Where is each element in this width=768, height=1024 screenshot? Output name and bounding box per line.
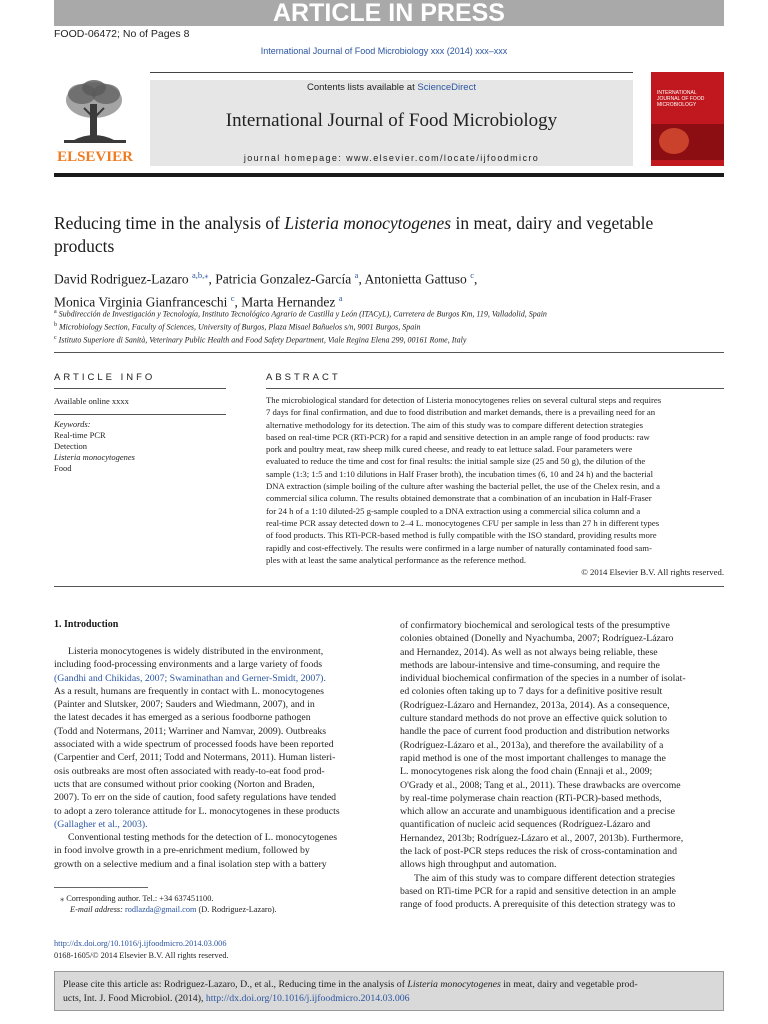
elsevier-tree-icon xyxy=(54,78,136,148)
body-line: handle the pace of current food production and distribution networks xyxy=(400,726,670,738)
affiliation-text: Subdirección de Investigación y Tecnología, Instituto Tecnológico Agrario de Castilla y León (ITACyL), Carretera de Burgos Km, 119, Valladolid, Spain xyxy=(58,309,547,319)
email-link[interactable]: rodlazda@gmail.com xyxy=(125,905,197,914)
cite-prefix: Please cite this article as: Rodriguez-Lazaro, D., et al., Reducing time in the analysis of xyxy=(63,979,408,990)
affiliation-text: Istituto Superiore di Sanità, Veterinary Public Health and Food Safety Department, Viale Regina Elena 299, 00161 Rome, Italy xyxy=(58,335,467,345)
body-line: and Hernandez, 2014). As well as not always being reliable, these xyxy=(400,646,658,658)
issn-line: 0168-1605/© 2014 Elsevier B.V. All rights reserved. xyxy=(54,950,229,960)
abstract-rule xyxy=(266,388,724,389)
keyword: Detection xyxy=(54,441,88,451)
cover-graphic xyxy=(659,128,689,154)
body-line: associated with a wide spectrum of processed foods have been reported xyxy=(54,739,334,751)
title-species: Listeria monocytogenes xyxy=(284,213,452,233)
journal-title: International Journal of Food Microbiology xyxy=(225,110,558,131)
body-line: Conventional testing methods for the detection of L. monocytogenes xyxy=(68,832,338,844)
cite-this-article-box xyxy=(54,971,724,1011)
doi-link[interactable]: http://dx.doi.org/10.1016/j.ijfoodmicro.2014.03.006 xyxy=(54,939,227,948)
body-line: rapid method is one of the most important challenges to manage the xyxy=(400,752,666,764)
author-affil-sup[interactable]: a xyxy=(354,270,359,280)
abstract-text xyxy=(266,394,724,566)
copyright-notice: © 2014 Elsevier B.V. All rights reserved. xyxy=(581,567,724,577)
body-line: L. monocytogenes risk along the food chain (Ennaji et al., 2009; xyxy=(400,766,653,778)
journal-header-box xyxy=(150,80,633,166)
abstract-line: for 24 h of a 1:10 diluted-25 g-sample coupled to a DNA extraction using a commercial silica column and a xyxy=(266,505,641,516)
body-line: the latest decades it has emerged as a serious foodborne pathogen xyxy=(54,712,311,724)
keyword: Food xyxy=(54,463,72,473)
journal-cover-thumbnail[interactable] xyxy=(651,72,724,166)
affiliation-item xyxy=(54,333,714,346)
cover-title: INTERNATIONAL JOURNAL OF FOOD MICROBIOLOGY xyxy=(657,90,705,108)
journal-citation-link[interactable]: International Journal of Food Microbiology xxx (2014) xxx–xxx xyxy=(260,46,508,56)
abstract-line: DNA extraction (simple boiling of the culture after washing the bacterial pellet, the use of the Chelex resin, and a xyxy=(266,481,660,492)
body-line: growth on a selective medium and a final isolation step with a battery xyxy=(54,858,327,870)
cite-species: Listeria monocytogenes xyxy=(407,979,501,990)
body-column-right xyxy=(400,619,724,912)
abstract-line: real-time PCR assay detected down to 2–4 L. monocytogenes CFU per sample in less than 27 h in different types xyxy=(266,517,660,528)
cite-line-2 xyxy=(63,992,715,1006)
author-sep: , xyxy=(208,271,216,287)
body-line: colonies obtained (Donelly and Nyachumba, 2007; Rodríguez-Lázaro xyxy=(400,633,674,645)
body-line-citation[interactable]: (Gallagher et al., 2003). xyxy=(54,818,148,830)
affiliations xyxy=(54,307,714,346)
body-line: which allow an accurate and unambiguous identification and a precise xyxy=(400,806,676,818)
author-name: Marta Hernandez xyxy=(241,294,336,309)
journal-homepage[interactable]: journal homepage: www.elsevier.com/locate/ijfoodmicro xyxy=(243,153,540,163)
elsevier-wordmark: ELSEVIER xyxy=(57,149,133,165)
body-line: range of food products. A prerequisite of this detection strategy was to xyxy=(400,899,676,911)
contents-available-line xyxy=(150,82,633,93)
body-line-citation[interactable]: (Gandhi and Chikidas, 2007; Swaminathan and Gerner-Smidt, 2007). xyxy=(54,672,326,684)
body-line: 2007). To err on the side of caution, food safety regulations have tended xyxy=(54,792,337,804)
body-line: allows high throughput and automation. xyxy=(400,859,557,871)
email-suffix: (D. Rodriguez-Lazaro). xyxy=(196,905,277,914)
body-line: by real-time polymerase chain reaction (RTi-PCR)-based methods, xyxy=(400,792,662,804)
elsevier-logo[interactable] xyxy=(54,78,136,166)
abstract-line: The microbiological standard for detection of Listeria monocytogenes relies on several cultural steps and requires xyxy=(266,395,662,405)
body-line: in food involve growth in a pre-enrichment medium, followed by xyxy=(54,845,310,857)
abstract-heading: ABSTRACT xyxy=(266,372,341,383)
body-line: methods are labour-intensive and time-consuming, and require the xyxy=(400,659,660,671)
body-line: O'Grady et al., 2008; Tang et al., 2011). These drawbacks are overcome xyxy=(400,779,681,791)
abstract-end-rule xyxy=(54,586,724,587)
body-line: Listeria monocytogenes is widely distributed in the environment, xyxy=(68,646,324,657)
body-line: (Rodríguez-Lázaro and Hernandez, 2013a, 2014). As a consequence, xyxy=(400,699,670,711)
body-line: (Todd and Notermans, 2011; Warriner and Namvar, 2009). Outbreaks xyxy=(54,725,327,737)
introduction-heading: 1. Introduction xyxy=(54,619,119,630)
abstract-line: based on real-time PCR (RTi-PCR) for a rapid and sensitive detection in an ample range of food products: raw xyxy=(266,431,650,442)
affiliation-marker: c xyxy=(54,335,57,342)
keywords-rule xyxy=(54,414,226,415)
author-sep: , xyxy=(358,271,365,287)
abstract-line: evaluated to reduce the time and cost for final results: the initial sample size (25 and 50 g), the dilution of the xyxy=(266,456,646,467)
keyword: Real-time PCR xyxy=(54,430,106,440)
body-line: quantification of nucleic acid sequences (Rodríguez-Lázaro and xyxy=(400,819,651,831)
author-affil-sup[interactable]: c xyxy=(470,270,474,280)
cite-doi-link[interactable]: http://dx.doi.org/10.1016/j.ijfoodmicro.2014.03.006 xyxy=(205,992,410,1004)
author-affil-sup[interactable]: a,b,⁎ xyxy=(191,270,209,280)
article-info-heading: ARTICLE INFO xyxy=(54,372,156,383)
title-part-1: Reducing time in the analysis of xyxy=(54,213,285,233)
body-line: individual biochemical confirmation of the species in a number of isolat- xyxy=(400,673,686,685)
body-line: The aim of this study was to compare different detection strategies xyxy=(414,872,675,884)
author-affil-sup[interactable]: a xyxy=(338,292,343,303)
body-line: Hernandez, 2013b; Rodríguez-Lázaro et al., 2007, 2013b). Furthermore, xyxy=(400,832,684,844)
section-rule xyxy=(54,352,724,353)
abstract-line: pork and poultry meat, raw sheep milk cured cheese, and ready to eat lettuce salad. Four parameters were xyxy=(266,444,633,455)
title-part-3: in meat, dairy and vegetable products xyxy=(54,213,654,256)
abstract-line: ples with at least the same analytical performance as the reference method. xyxy=(266,554,527,565)
email-line xyxy=(60,904,277,915)
body-line: As a result, humans are frequently in contact with L. monocytogenes xyxy=(54,685,324,697)
cite-journal: ucts, Int. J. Food Microbiol. (2014), xyxy=(63,992,206,1004)
author-sep: , xyxy=(234,294,242,309)
footnote-rule xyxy=(54,887,148,888)
header-bottom-rule xyxy=(54,173,724,177)
body-line: (Rodríguez-Lázaro et al., 2013a), and therefore the availability of a xyxy=(400,739,664,751)
sciencedirect-link[interactable]: ScienceDirect xyxy=(417,82,476,93)
keyword: Listeria monocytogenes xyxy=(54,452,135,462)
author-name: Antonietta Gattuso xyxy=(364,271,467,287)
body-line: osis outbreaks are most often associated with ready-to-eat food prod- xyxy=(54,765,325,777)
article-info-rule xyxy=(54,388,226,389)
email-label: E-mail address: xyxy=(70,905,125,914)
corresponding-line: ⁎ Corresponding author. Tel.: +34 637451100. xyxy=(60,894,214,903)
author-name: Monica Virginia Gianfranceschi xyxy=(54,294,228,309)
available-online: Available online xxxx xyxy=(54,396,129,406)
body-line: (Carpentier and Cerf, 2011; Todd and Notermans, 2011). Human listeri- xyxy=(54,752,336,764)
contents-prefix: Contents lists available at xyxy=(307,82,418,93)
abstract-line: of food products. This RTi-PCR-based method is fully compatible with the ISO standard, providing results more xyxy=(266,530,657,541)
body-line: of confirmatory biochemical and serological tests of the presumptive xyxy=(400,620,670,631)
cite-middle: in meat, dairy and vegetable prod- xyxy=(500,979,638,990)
abstract-line: rapidly and cost-effectively. The results were confirmed in a large number of naturally contaminated food sam- xyxy=(266,542,652,553)
body-line: based on RTi-time PCR for a rapid and sensitive detection in an ample xyxy=(400,885,677,897)
body-column-left xyxy=(54,645,378,871)
body-line: to adopt a zero tolerance attitude for L. monocytogenes in these products xyxy=(54,805,340,817)
header-top-rule xyxy=(150,72,633,73)
corresponding-author-footnote xyxy=(60,893,277,915)
abstract-line: commercial silica column. The results obtained demonstrate that a combination of an incubation in Half-Fraser xyxy=(266,493,652,504)
affiliation-item xyxy=(54,320,714,333)
body-line: including food-processing environments and a large variety of foods xyxy=(54,659,323,671)
affiliation-text: Microbiology Section, Faculty of Sciences, University of Burgos, Plaza Misael Bañuelos s/n, 9001 Burgos, Spain xyxy=(59,322,421,332)
doi-block xyxy=(54,938,229,961)
paper-title xyxy=(54,212,674,258)
body-line: ucts that are consumed without prior cooking (Norton and Braden, xyxy=(54,778,315,790)
affiliation-marker: b xyxy=(54,322,57,329)
document-id: FOOD-06472; No of Pages 8 xyxy=(54,28,190,40)
article-in-press-banner: ARTICLE IN PRESS xyxy=(54,0,724,26)
author-name: Patricia Gonzalez-García xyxy=(215,271,352,287)
author-list xyxy=(54,266,674,311)
body-line: the lack of post-PCR steps reduces the risk of cross-contamination and xyxy=(400,846,677,858)
author-name: David Rodriguez-Lazaro xyxy=(54,271,189,287)
abstract-line: 7 days for final confirmation, and due to food distribution and market demands, there is a prevailing need for an xyxy=(266,407,656,418)
cite-line-1 xyxy=(63,978,715,992)
abstract-line: sample (1:3; 1:5 and 1:10 dilutions in Half Fraser broth), the incubation times (6, 10 and 24 h) and the bacterial xyxy=(266,468,653,479)
abstract-line: alternative methodology for its detection. The aim of this study was to compare different detection strategies xyxy=(266,419,643,430)
author-affil-sup[interactable]: c xyxy=(230,292,235,303)
affiliation-item xyxy=(54,307,714,320)
body-line: ed colonies often taking up to 7 days for a definitive positive result xyxy=(400,686,663,698)
body-line: culture standard methods do not prove an effective quick solution to xyxy=(400,713,667,725)
author-sep: , xyxy=(473,271,478,287)
keywords-block xyxy=(54,419,135,474)
keywords-label: Keywords: xyxy=(54,419,91,429)
body-line: (Painter and Slutsker, 2007; Sauders and Wiedmann, 2007), and in xyxy=(54,699,315,711)
affiliation-marker: a xyxy=(54,309,57,315)
